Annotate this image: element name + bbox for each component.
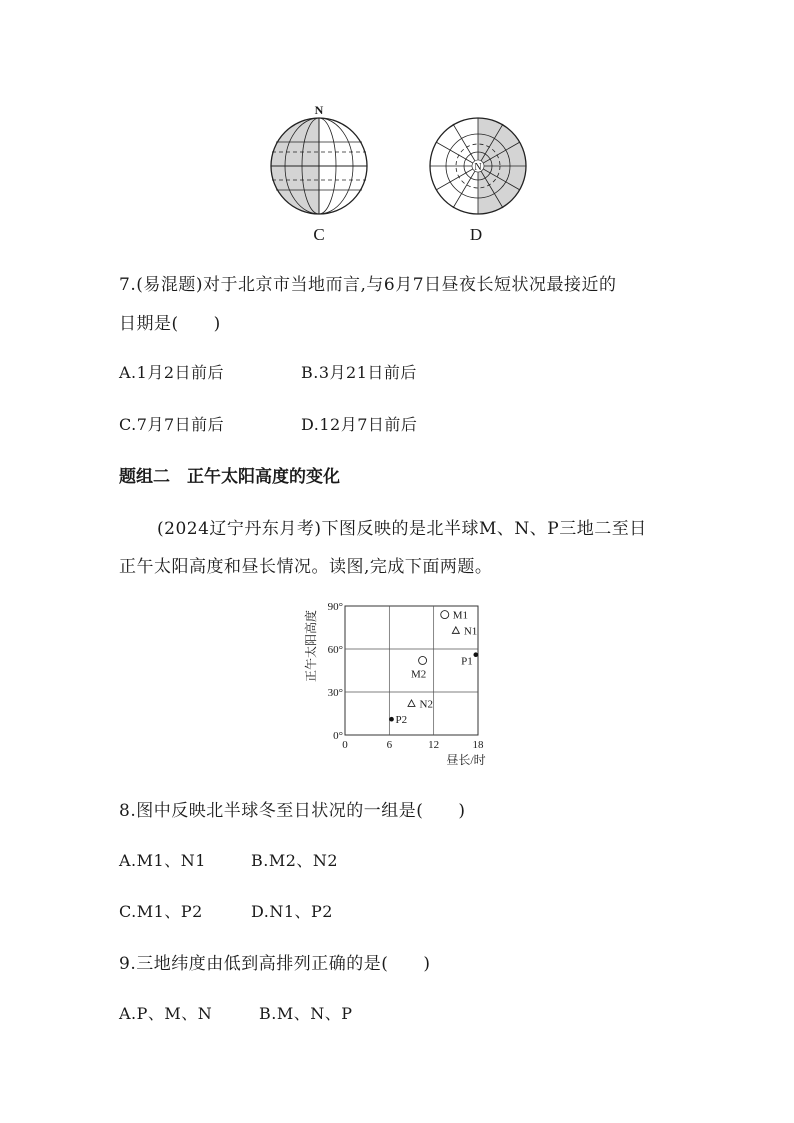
chart-point-label-N2: N2 (419, 698, 433, 711)
chart-point-label-M1: M1 (452, 609, 469, 622)
globe-figures (250, 95, 550, 245)
chart-x-tick-label: 6 (386, 739, 393, 751)
q7-option-a: A.1月2日前后 (119, 363, 225, 382)
chart-y-tick-label: 90° (327, 601, 343, 613)
q7-option-c: C.7月7日前后 (119, 415, 225, 434)
q7-option-b: B.3月21日前后 (301, 363, 417, 382)
chart-point-label-P2: P2 (395, 714, 408, 727)
globe-d (430, 118, 526, 244)
q7-option-d: D.12月7日前后 (301, 415, 418, 434)
globe-c-label: C (313, 225, 325, 244)
chart-x-tick-label: 12 (428, 739, 440, 751)
chart-y-tick-label: 0° (333, 730, 343, 742)
chart-point-P1 (473, 652, 478, 657)
chart-y-tick-label: 60° (327, 644, 343, 656)
chart-point-label-M2: M2 (410, 668, 427, 681)
sun-altitude-daylength-chart (300, 598, 500, 770)
chart-point-P2 (389, 717, 394, 722)
chart-point-label-P1: P1 (461, 655, 473, 668)
globe-c-north-label: N (314, 103, 324, 117)
q8-option-d: D.N1、P2 (251, 902, 333, 921)
globe-d-label: D (469, 225, 483, 244)
chart-x-tick-label: 18 (472, 739, 484, 751)
chart-point-M2 (419, 656, 427, 664)
chart-point-N2 (408, 700, 415, 707)
section-intro-line2: 正午太阳高度和昼长情况。读图,完成下面两题。 (119, 557, 493, 577)
globe-d-center-label: N (474, 162, 482, 173)
section-intro-line1: (2024辽宁丹东月考)下图反映的是北半球M、N、P三地二至日 (157, 519, 647, 539)
chart-y-axis-label: 正午太阳高度 (304, 609, 318, 683)
section-heading: 题组二 正午太阳高度的变化 (119, 467, 340, 487)
q9-stem: 9.三地纬度由低到高排列正确的是( ) (119, 954, 431, 974)
chart-point-M1 (441, 611, 449, 619)
q7-stem-line1: 7.(易混题)对于北京市当地而言,与6月7日昼夜长短状况最接近的 (119, 275, 617, 295)
chart-y-tick-label: 30° (327, 687, 343, 699)
q8-option-a: A.M1、N1 (119, 851, 206, 870)
chart-point-N1 (452, 627, 459, 634)
q7-stem-line2: 日期是( ) (119, 314, 221, 334)
q9-option-a: A.P、M、N (119, 1004, 213, 1023)
chart-point-label-N1: N1 (463, 625, 478, 638)
q8-stem: 8.图中反映北半球冬至日状况的一组是( ) (119, 801, 466, 821)
chart-x-tick-label: 0 (342, 739, 348, 751)
globe-c (271, 103, 367, 244)
chart-x-axis-label: 昼长/时 (446, 753, 486, 767)
q8-option-b: B.M2、N2 (251, 851, 339, 870)
q8-option-c: C.M1、P2 (119, 902, 203, 921)
q9-option-b: B.M、N、P (259, 1004, 353, 1023)
